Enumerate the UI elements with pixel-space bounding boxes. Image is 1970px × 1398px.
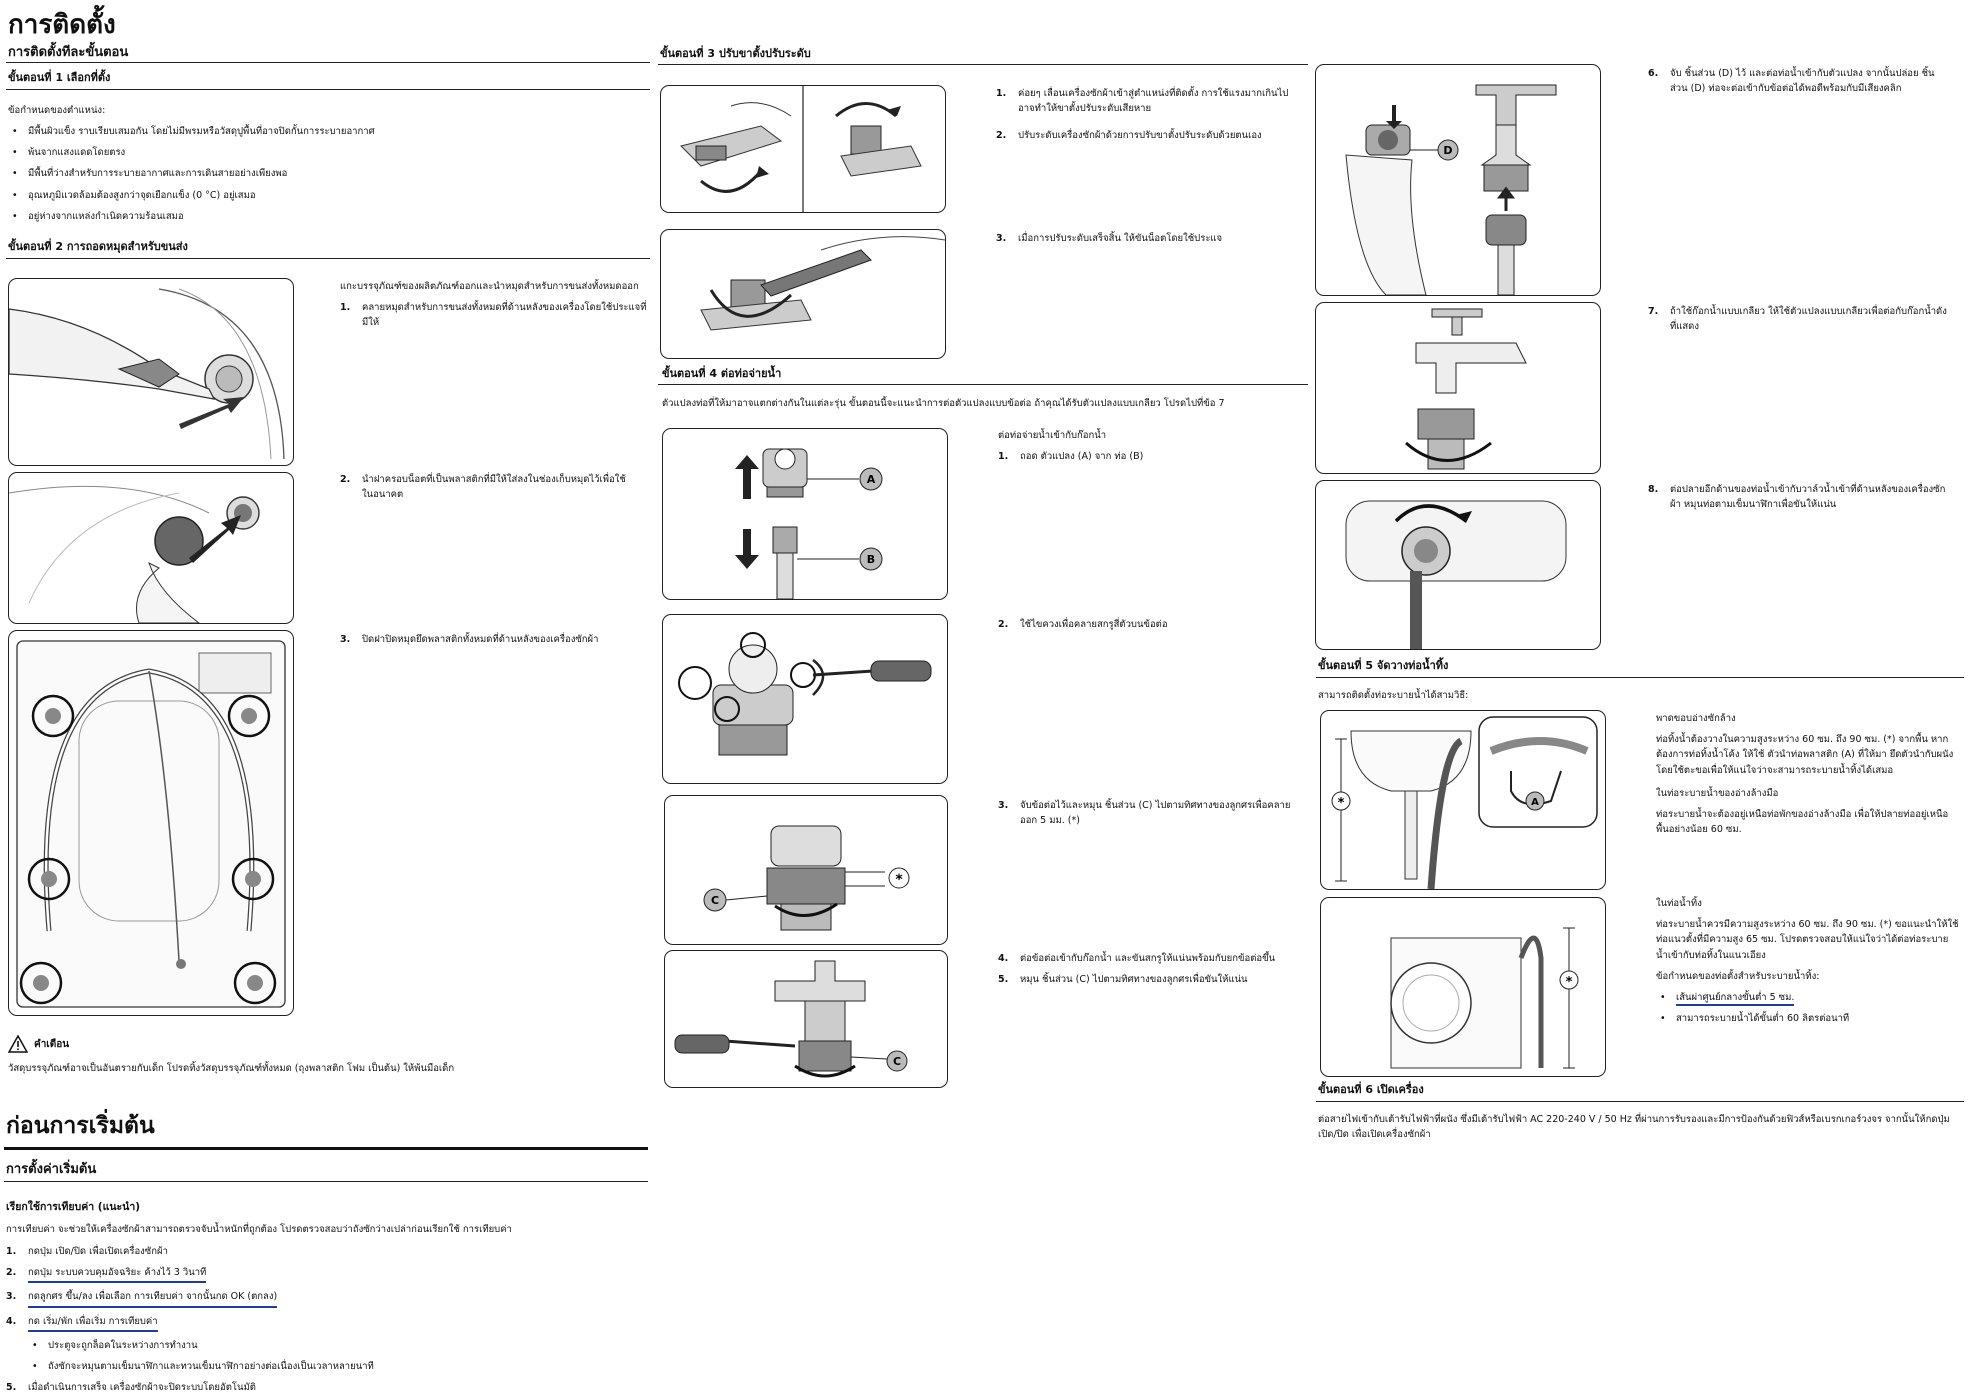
step4-item-4 (998, 951, 1298, 966)
item-text: หมุน ชิ้นส่วน (C) ไปตามทิศทางของลูกศรเพื่อขันให้แน่น (1020, 974, 1248, 985)
item-number: 5. (998, 974, 1009, 985)
item-text: ต่อข้อต่อเข้ากับก๊อกน้ำ และขันสกรูให้แน่นพร้อมกับยกข้อต่อขึ้น (1020, 953, 1276, 964)
step2-heading: ขั้นตอนที่ 2 การถอดหมุดสำหรับขนส่ง (8, 240, 188, 253)
step2-item-3 (340, 632, 650, 647)
item-text: ถ้าใช้ก๊อกน้ำแบบเกลียว ให้ใช้ตัวแปลงแบบเกลียวเพื่อต่อกับก๊อกน้ำดังที่แสดง (1670, 306, 1947, 333)
item-text: คลายหมุดสำหรับการขนส่งทั้งหมดที่ด้านหลังของเครื่องโดยใช้ประแจที่มีให้ (362, 302, 647, 329)
item-number: 3. (6, 1291, 17, 1303)
label-b: B (866, 553, 876, 566)
label-star: * (1565, 975, 1573, 990)
item-number: 2. (996, 130, 1007, 141)
item-number: 3. (340, 634, 351, 645)
item-text: ต่อปลายอีกด้านของท่อน้ำเข้ากับวาล์วน้ำเข้าที่ด้านหลังของเครื่องซักผ้า หมุนท่อตามเข็มนาฬิกาเพื่อขันให้แน่น (1670, 484, 1946, 511)
sink-option (1656, 711, 1960, 837)
section-subtitle: การติดตั้งทีละขั้นตอน (8, 45, 129, 60)
attach-hose-to-adapter-illustration (1315, 64, 1601, 296)
item-text: กด เริ่ม/พัก เพื่อเริ่ม การเทียบค่า (28, 1314, 158, 1332)
label-a: A (1531, 797, 1539, 808)
item-number: 2. (998, 619, 1009, 630)
drain-text: ท่อระบายน้ำควรมีความสูงระหว่าง 60 ซม. ถึง 90 ซม. (*) ขอแนะนำให้ใช้ท่อแนวตั้งที่มีความสูง 65 ซม. โปรดตรวจสอบให้แน่ใจว่าได้ต่อท่อระบายน้ำเข้ากับท่อทิ้งในแนวเอียง (1656, 919, 1959, 961)
item-text: เมื่อการปรับระดับเสร็จสิ้น ให้ขันน็อตโดยใช้ประแจ (1018, 233, 1223, 244)
step3-item-3 (996, 231, 1296, 246)
item-text: เมื่อดำเนินการเสร็จ เครื่องซักผ้าจะปิดระบบโดยอัตโนมัติ (28, 1382, 256, 1394)
list-item: • พ้นจากแสงแดดโดยตรง (8, 145, 648, 160)
item-number: 6. (1648, 68, 1659, 79)
item-number: 1. (996, 88, 1007, 99)
list-item: • มีพื้นผิวแข็ง ราบเรียบเสมอกัน โดยไม่มีพรมหรือวัสดุปูพื้นที่อาจปิดกั้นการระบายอากาศ (8, 124, 648, 139)
step2-item-2 (340, 472, 630, 502)
screw-type-faucet-illustration (1315, 302, 1601, 474)
step3-item-2 (996, 128, 1296, 143)
standpipe-option (1656, 896, 1960, 1032)
step4-sub-heading: ต่อท่อจ่ายน้ำเข้ากับก๊อกน้ำ (998, 430, 1107, 441)
item-text: ปรับระดับเครื่องซักผ้าด้วยการปรับขาตั้งปรับระดับด้วยตนเอง (1018, 130, 1262, 141)
sink-drain-illustration (1320, 710, 1606, 890)
label-c: C (892, 1055, 902, 1068)
wrench-removing-bolt-illustration (8, 278, 294, 466)
list-item: • ประตูจะถูกล็อคในระหว่างการทำงาน (28, 1338, 646, 1353)
list-item: • อุณหภูมิแวดล้อมต้องสูงกว่าจุดเยือกแข็ง (0 °C) อยู่เสมอ (8, 188, 648, 203)
list-item: • สามารถระบายน้ำได้ขั้นต่ำ 60 ลิตรต่อนาที (1656, 1011, 1960, 1026)
tighten-nut-wrench-illustration (660, 229, 946, 359)
requirements-title: ข้อกำหนดของท่อตั้งสำหรับระบายน้ำทิ้ง: (1656, 970, 1820, 982)
step1-heading: ขั้นตอนที่ 1 เลือกที่ตั้ง (8, 71, 111, 84)
divider (4, 1181, 648, 1182)
item-text: จับข้อต่อไว้และหมุน ชิ้นส่วน (C) ไปตามทิศทางของลูกศรเพื่อคลายออก 5 มม. (*) (1020, 800, 1291, 827)
item-text: ถอด ตัวแปลง (A) จาก ท่อ (B) (1020, 451, 1144, 462)
item-text: ใช้ไขควงเพื่อคลายสกรูสี่ตัวบนข้อต่อ (1020, 619, 1168, 630)
item-number: 3. (998, 800, 1009, 811)
item-number: 1. (998, 451, 1009, 462)
branch-title: ในท่อระบายน้ำของอ่างล้างมือ (1656, 787, 1779, 799)
standpipe-drain-illustration (1320, 897, 1606, 1077)
divider (6, 258, 650, 259)
step5-heading: ขั้นตอนที่ 5 จัดวางท่อน้ำทิ้ง (1318, 659, 1449, 672)
item-number: 7. (1648, 306, 1659, 317)
item-number: 1. (6, 1246, 17, 1257)
calibration-steps (6, 1244, 646, 1395)
step5-intro: สามารถติดตั้งท่อระบายน้ำได้สามวิธี: (1318, 690, 1469, 701)
list-item (1656, 990, 1960, 1005)
item-number: 2. (340, 474, 351, 485)
calibration-heading: เรียกใช้การเทียบค่า (แนะนำ) (6, 1201, 141, 1213)
step6-heading: ขั้นตอนที่ 6 เปิดเครื่อง (1318, 1083, 1424, 1096)
item-text: กดลูกศร ขึ้น/ลง เพื่อเลือก การเทียบค่า จากนั้นกด OK (ตกลง) (28, 1289, 277, 1307)
list-item: • มีพื้นที่ว่างสำหรับการระบายอากาศและการเดินสายอย่างเพียงพอ (8, 166, 648, 181)
item-number: 1. (340, 302, 351, 313)
step4-item-8 (1648, 482, 1948, 512)
item-number: 4. (998, 953, 1009, 964)
item-text: จับ ชิ้นส่วน (D) ไว้ และต่อท่อน้ำเข้ากับตัวแปลง จากนั้นปล่อย ชิ้นส่วน (D) ท่อจะต่อเข้ากับข้อต่อได้พอดีพร้อมกับมีเสียงคลิก (1670, 68, 1935, 95)
label-star: * (895, 872, 903, 888)
label-d: D (1443, 144, 1453, 157)
sink-text: ท่อทิ้งน้ำต้องวางในความสูงระหว่าง 60 ซม. ถึง 90 ซม. (*) จากพื้น หากต้องการท่อทิ้งน้ำโค้ง ให้ใช้ ตัวนำท่อพลาสติก (A) ที่ให้มา ยึดตัวนำกับผนังโดยใช้ตะขอเพื่อให้แน่ใจว่าจะสามารถระบายน้ำทิ้งได้เสมอ (1656, 734, 1954, 776)
drain-title: ในท่อน้ำทิ้ง (1656, 898, 1702, 909)
step1-bullets (8, 124, 648, 230)
step4-item-3 (998, 798, 1298, 828)
item-text: นำฝาครอบน็อตที่เป็นพลาสติกที่มีให้ใส่ลงในช่องเก็บหมุดไว้เพื่อใช้ในอนาคต (362, 474, 626, 501)
list-item: • อยู่ห่างจากแหล่งกำเนิดความร้อนเสมอ (8, 209, 648, 224)
step2-item-1 (340, 300, 650, 330)
item-text: กดปุ่ม ระบบควบคุมอัจฉริยะ ค้างไว้ 3 วินาที (28, 1265, 206, 1283)
calibration-intro: การเทียบค่า จะช่วยให้เครื่องซักผ้าสามารถตรวจจับน้ำหนักที่ถูกต้อง โปรดตรวจสอบว่าถังซักว่างเปล่าก่อนเรียกใช้ การเทียบค่า (6, 1224, 512, 1235)
adapter-hose-separation-illustration (662, 428, 948, 600)
rotate-part-c-illustration (664, 795, 948, 945)
divider (658, 64, 1308, 65)
step4-item-6 (1648, 66, 1948, 96)
label-star: * (1337, 796, 1345, 811)
step4-item-5 (998, 972, 1298, 987)
divider (6, 62, 650, 63)
divider (658, 384, 1308, 385)
item-number: 5. (6, 1382, 17, 1394)
item-number: 4. (6, 1315, 17, 1327)
divider (1316, 677, 1964, 678)
adjust-leveling-feet-illustration (660, 85, 946, 213)
loosen-screws-screwdriver-illustration (662, 614, 948, 784)
item-text: ปิดฝาปิดหมุดยึดพลาสติกทั้งหมดที่ด้านหลังของเครื่องซักผ้า (362, 634, 599, 645)
step6-text: ต่อสายไฟเข้ากับเต้ารับไฟฟ้าที่ผนัง ซึ่งมีเต้ารับไฟฟ้า AC 220-240 V / 50 Hz ที่ผ่านการรับรองและมีการป้องกันด้วยฟิวส์หรือเบรกเกอร์วงจร จากนั้นให้กดปุ่ม เปิด/ปิด เพื่อเปิดเครื่องซักผ้า (1318, 1114, 1950, 1141)
item-text: กดปุ่ม เปิด/ปิด เพื่อเปิดเครื่องซักผ้า (28, 1246, 168, 1257)
step2-intro: แกะบรรจุภัณฑ์ของผลิตภัณฑ์ออกและนำหมุดสำหรับการขนส่งทั้งหมดออก (340, 281, 639, 292)
label-c: C (710, 894, 720, 907)
step3-heading: ขั้นตอนที่ 3 ปรับขาตั้งปรับระดับ (660, 47, 811, 60)
connect-inlet-valve-illustration (1315, 480, 1601, 650)
warning-block (8, 1035, 648, 1076)
warning-label: คำเตือน (34, 1038, 70, 1050)
step4-intro: ตัวแปลงท่อที่ให้มาอาจแตกต่างกันในแต่ละรุ่น ขั้นตอนนี้จะแนะนำการต่อตัวแปลงแบบข้อต่อ ถ้าคุณได้รับตัวแปลงแบบเกลียว โปรดไปที่ข้อ 7 (662, 398, 1225, 409)
sink-title: พาดขอบอ่างซักล้าง (1656, 713, 1736, 724)
attach-to-faucet-illustration (664, 950, 948, 1088)
step4-heading: ขั้นตอนที่ 4 ต่อท่อจ่ายน้ำ (662, 367, 782, 380)
insert-bolt-cover-illustration (8, 472, 294, 624)
item-number: 2. (6, 1267, 17, 1279)
warning-triangle-icon (8, 1035, 28, 1053)
item-text: ค่อยๆ เลื่อนเครื่องซักผ้าเข้าสู่ตำแหน่งที่ติดตั้ง การใช้แรงมากเกินไปอาจทำให้ขาตั้งปรับระดับเสียหาย (1018, 88, 1289, 115)
divider (6, 89, 650, 90)
list-item: • ถังซักจะหมุนตามเข็มนาฬิกาและทวนเข็มนาฬิกาอย่างต่อเนื่องเป็นเวลาหลายนาที (28, 1359, 646, 1374)
warning-text: วัสดุบรรจุภัณฑ์อาจเป็นอันตรายกับเด็ก โปรดทิ้งวัสดุบรรจุภัณฑ์ทั้งหมด (ถุงพลาสติก โฟม เป็นต้น) ให้พ้นมือเด็ก (8, 1063, 455, 1074)
step4-item-1 (998, 449, 1298, 464)
step4-item-7 (1648, 304, 1948, 334)
initial-settings-subtitle: การตั้งค่าเริ่มต้น (6, 1162, 97, 1177)
item-number: 8. (1648, 484, 1659, 495)
before-start-title: ก่อนการเริ่มต้น (6, 1113, 155, 1139)
requirement-text: เส้นผ่าศูนย์กลางขั้นต่ำ 5 ซม. (1676, 992, 1794, 1006)
machine-back-bolts-illustration (8, 630, 294, 1016)
step4-item-2 (998, 617, 1298, 632)
step1-intro: ข้อกำหนดของตำแหน่ง: (8, 105, 106, 116)
step3-item-1 (996, 86, 1296, 116)
divider (1316, 1101, 1964, 1102)
page-title: การติดตั้ง (8, 10, 116, 40)
divider (4, 1147, 648, 1150)
branch-text: ท่อระบายน้ำจะต้องอยู่เหนือท่อพักของอ่างล้างมือ เพื่อให้ปลายท่ออยู่เหนือพื้นอย่างน้อย 60 ซม. (1656, 808, 1949, 836)
item-number: 3. (996, 233, 1007, 244)
label-a: A (866, 473, 876, 486)
